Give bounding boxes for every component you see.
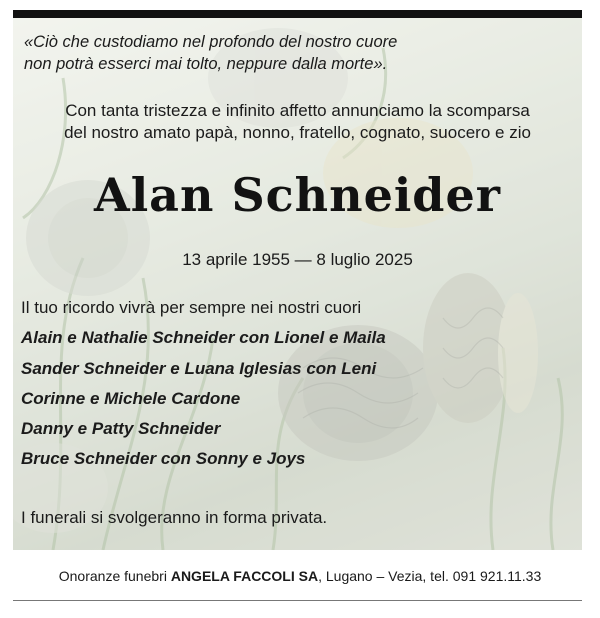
quote (24, 31, 397, 75)
memory-line: Il tuo ricordo vivrà per sempre nei nostri cuori (21, 298, 362, 317)
announcement (13, 100, 582, 144)
announcement-line-2: del nostro amato papà, nonno, fratello, cognato, suocero e zio (64, 123, 531, 142)
quote-line-2: non potrà esserci mai tolto, neppure dalla morte». (24, 55, 388, 73)
bottom-rule (13, 600, 582, 601)
footer-contact: , Lugano – Vezia, tel. 091 921.11.33 (318, 568, 542, 584)
footer-prefix: Onoranze funebri (58, 568, 171, 584)
funeral-note: I funerali si svolgeranno in forma privata. (21, 508, 328, 527)
announcement-line-1: Con tanta tristezza e infinito affetto annunciamo la scomparsa (65, 101, 530, 120)
family-member-line: Sander Schneider e Luana Iglesias con Leni (21, 359, 377, 378)
funeral-home-footer (0, 568, 600, 584)
footer-company: ANGELA FACCOLI SA (170, 568, 319, 584)
family-member-line: Corinne e Michele Cardone (21, 389, 241, 408)
family-member-line: Bruce Schneider con Sonny e Joys (21, 449, 306, 468)
deceased-name: Alan Schneider (94, 168, 501, 222)
quote-line-1: «Ciò che custodiamo nel profondo del nostro cuore (24, 33, 398, 51)
top-rule (13, 10, 582, 18)
obituary-panel (13, 18, 582, 550)
life-dates: 13 aprile 1955 — 8 luglio 2025 (182, 250, 413, 269)
family-member-line: Danny e Patty Schneider (21, 419, 221, 438)
background-light-overlay (13, 18, 582, 550)
family-member-line: Alain e Nathalie Schneider con Lionel e Maila (21, 328, 386, 347)
